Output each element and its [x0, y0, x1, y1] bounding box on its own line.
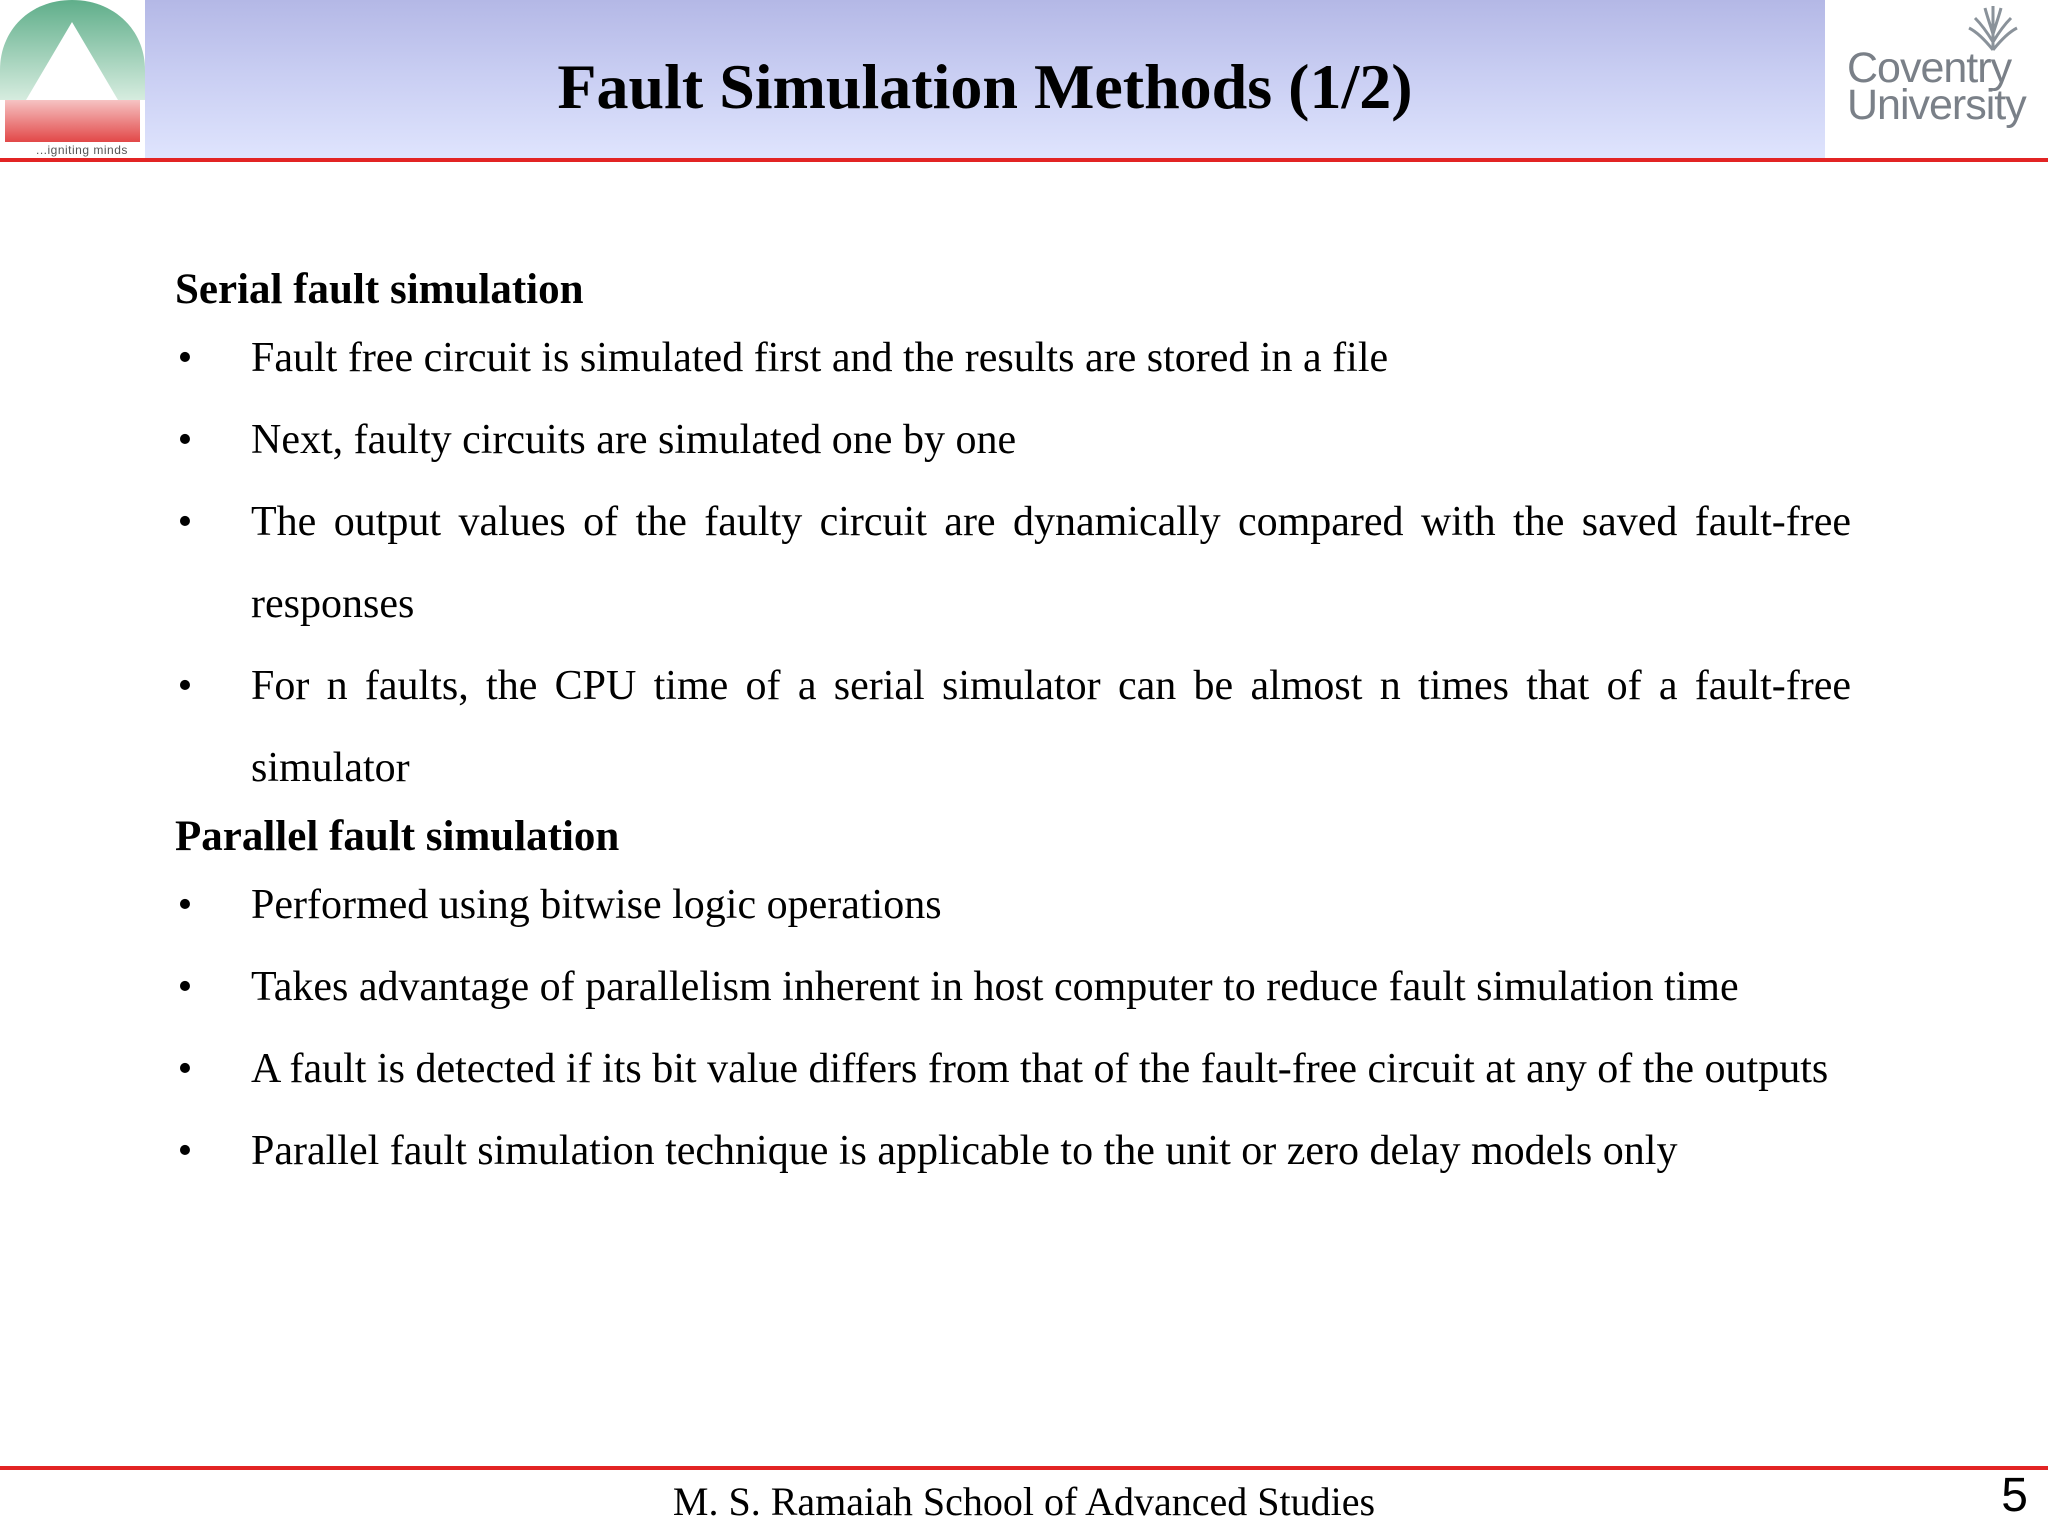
bullet-item [175, 946, 1851, 1028]
bullet-icon: • [177, 964, 193, 1010]
bullet-text: Fault free circuit is simulated first and the results are stored in a file [251, 335, 1389, 381]
section-heading: Serial fault simulation [175, 266, 584, 313]
section-serial [175, 262, 1875, 809]
slide-number: 5 [2001, 1469, 2028, 1522]
left-logo [0, 0, 145, 158]
university-name-line1: Coventry [1847, 44, 2012, 92]
section-parallel [175, 809, 1875, 1192]
right-logo [1825, 0, 2048, 158]
university-name [1847, 44, 2047, 129]
university-name-line2: University [1847, 81, 2026, 129]
triangle-logo-icon [0, 0, 145, 158]
bullet-text: Performed using bitwise logic operations [251, 882, 942, 928]
slide-header [0, 0, 2048, 162]
bullet-item [175, 1110, 1851, 1192]
bullet-icon: • [177, 499, 193, 545]
bullet-list [175, 317, 1875, 809]
bullet-list [175, 864, 1875, 1192]
slide-title: Fault Simulation Methods (1/2) [557, 51, 1413, 122]
bullet-text: For n faults, the CPU time of a serial simulator can be almost n times that of a fault-free simulator [251, 663, 1851, 791]
bullet-text: Next, faulty circuits are simulated one by one [251, 417, 1017, 463]
bullet-icon: • [177, 663, 193, 709]
bullet-text: The output values of the faulty circuit are dynamically compared with the saved fault-free responses [251, 499, 1851, 627]
bullet-icon: • [177, 335, 193, 381]
bullet-text: Takes advantage of parallelism inherent in host computer to reduce fault simulation time [251, 964, 1739, 1010]
slide-content [175, 262, 1875, 1192]
bullet-icon: • [177, 1128, 193, 1174]
bullet-text: Parallel fault simulation technique is applicable to the unit or zero delay models only [251, 1128, 1678, 1174]
bullet-icon: • [177, 417, 193, 463]
bullet-item [175, 481, 1851, 645]
bullet-item [175, 399, 1851, 481]
logo-caption: ...igniting minds [36, 143, 128, 157]
bullet-item [175, 317, 1851, 399]
bullet-icon: • [177, 882, 193, 928]
section-heading: Parallel fault simulation [175, 813, 620, 860]
bullet-icon: • [177, 1046, 193, 1092]
header-divider [0, 158, 2048, 162]
bullet-text: A fault is detected if its bit value differs from that of the fault-free circuit at any of the outputs [251, 1046, 1829, 1092]
footer-divider [0, 1466, 2048, 1470]
bullet-item [175, 1028, 1851, 1110]
footer-institution: M. S. Ramaiah School of Advanced Studies [672, 1479, 1376, 1524]
bullet-item [175, 645, 1851, 809]
bullet-item [175, 864, 1851, 946]
